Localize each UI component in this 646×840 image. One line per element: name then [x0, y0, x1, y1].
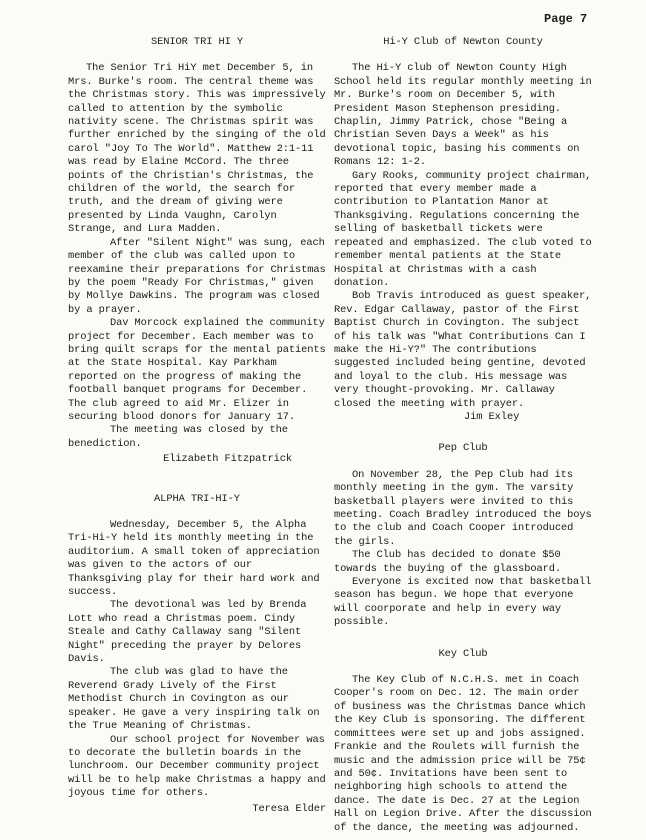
article-paragraph: The devotional was led by Brenda Lott who read a Christmas poem. Cindy Steale and Cathy Callaway sang "Silent Night" preceding the prayer by Delores Davis.: [68, 599, 307, 666]
article-paragraph: The Club has decided to donate $50 towards the buying of the glassboard.: [334, 549, 562, 575]
article-heading: Key Club: [438, 647, 488, 660]
article-paragraph: The meeting was closed by the benediction.: [68, 424, 288, 450]
article-paragraph: The Senior Tri HiY met December 5, in Mrs. Burke's room. The central theme was the Christmas story. This was impressively called to attention by the symbolic nativity scene. The Christmas spirit was further enriched by the singing of the old carol "Joy To The World". Matthew 2:1-11 was read by Elaine McCord. The three points of the Christian's Christmas, the children of the world, the search for truth, and the dream of giving were presented by Linda Vaughn, Carolyn Strange, and Lura Madden.: [68, 62, 326, 236]
key-club-article: [334, 648, 592, 835]
article-paragraph: The Hi-Y club of Newton County High School held its regular monthly meeting in Mr. Burke's room on December 5, with President Mason Stephenson presiding. Chaplin, Jimmy Patrick, chose "Being a Christian Seven Days a Week" as his devotional topic, basing his comments on Romans 12: 1-2.: [334, 62, 592, 169]
alpha-tri-hi-y-article: [68, 493, 326, 816]
left-column: [68, 36, 326, 816]
hi-y-club-article: [334, 36, 592, 424]
right-column: [334, 36, 592, 835]
article-paragraph: Dav Morcock explained the community project for December. Each member was to bring quilt scraps for the mental patients at the State Hospital. Kay Parkham reported on the progress of making the football banquet programs for December. The club agreed to aid Mr. Elizer in securing blood donors for January 17.: [68, 317, 326, 423]
article-signature: Jim Exley: [464, 410, 520, 423]
article-paragraph: Everyone is excited now that basketball season has begun. We hope that everyone will coorporate and help in every way possible.: [334, 576, 592, 629]
pep-club-article: [334, 442, 592, 629]
article-paragraph: The club was glad to have the Reverend Grady Lively of the First Methodist Church in Covington as our speaker. He gave a very inspiring talk on the True Meaning of Christmas.: [68, 666, 320, 733]
article-heading: ALPHA TRI-HI-Y: [154, 492, 240, 505]
article-heading: Hi-Y Club of Newton County: [383, 36, 543, 48]
article-paragraph: After "Silent Night" was sung, each member of the club was called upon to reexamine their preparations for Christmas by the poem "Ready For Christmas," given by Mollye Dawkins. The program was closed by a prayer.: [68, 236, 326, 316]
article-paragraph: On November 28, the Pep Club had its monthly meeting in the gym. The varsity basketball players were invited to this meeting. Coach Bradley introduced the boys to the club and Coach Cooper introduced the girls.: [334, 468, 592, 548]
senior-tri-hi-y-article: [68, 36, 326, 467]
article-heading: Pep Club: [438, 442, 488, 455]
page-number: Page 7: [544, 12, 588, 26]
article-paragraph: Bob Travis introduced as guest speaker, Rev. Edgar Callaway, pastor of the First Baptist Church in Covington. The subject of his talk was "What Contributions Can I make the Hi-Y?" The contributions suggested included being gentine, devoted and loyal to the club. His message was very thought-provoking. Mr. Callaway closed the meeting with prayer.: [334, 290, 592, 410]
article-heading: SENIOR TRI HI Y: [150, 36, 244, 48]
article-paragraph: Wednesday, December 5, the Alpha Tri-Hi-Y held its monthly meeting in the auditorium. A small token of appreciation was given to the actors of our Thanksgiving play for their hard work and success.: [68, 519, 320, 599]
article-paragraph: The Key Club of N.C.H.S. met in Coach Cooper's room on Dec. 12. The main order of business was the Christmas Dance which the Key Club is sponsoring. The different committees were set up and jobs assigned. Frankie and the Roulets will furnish the music and the admission price will be 75¢ and 50¢. Invitations have been sent to neighboring high schools to attend the dance. The date is Dec. 27 at the Legion Hall on Legion Drive. After the discussion of the dance, the meeting was adjourned.: [334, 674, 592, 834]
article-paragraph: Gary Rooks, community project chairman, reported that every member made a contribution to Plantation Manor at Thanksgiving. Regulations concerning the selling of basketball tickets were repeated and emphasized. The club voted to remember mental patients at the State Hospital at Christmas with a cash donation.: [334, 169, 592, 289]
article-signature: Elizabeth Fitzpatrick: [163, 453, 292, 466]
article-signature: Teresa Elder: [252, 802, 326, 815]
article-paragraph: Our school project for November was to decorate the bulletin boards in the lunchroom. Our December community project will be to help make Christmas a happy and joyous time for others.: [68, 733, 326, 800]
